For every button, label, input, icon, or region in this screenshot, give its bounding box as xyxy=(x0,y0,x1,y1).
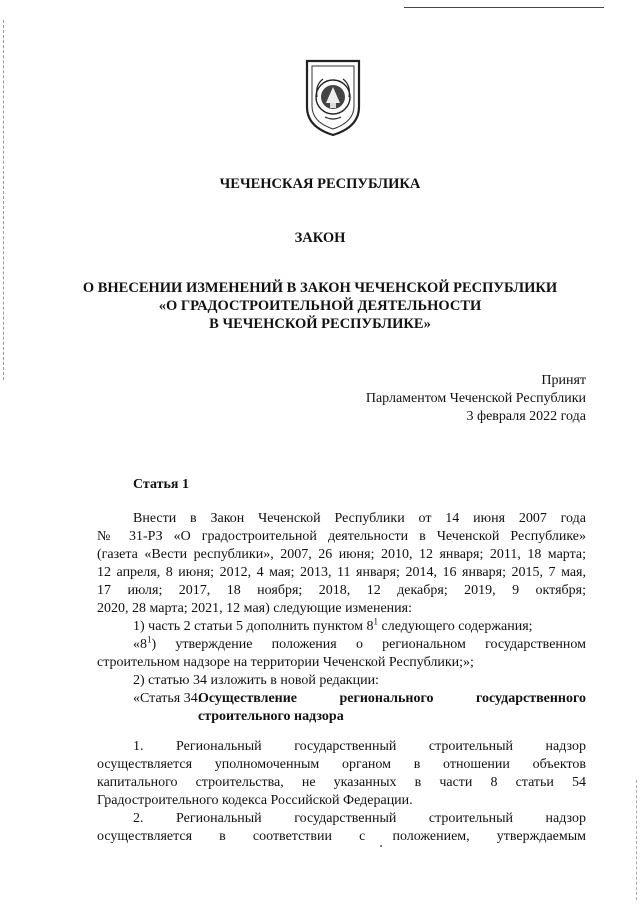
article-34-title: Осуществление регионального государственного строительного надзора xyxy=(198,691,586,724)
intro-line: 2020, 28 марта; 2021, 12 мая) следующие изменения: xyxy=(97,601,412,616)
intro-line: 12 апреля, 8 июня; 2012, 4 мая; 2013, 11 января; 2014, 16 января; 2015, 7 мая, xyxy=(97,565,586,580)
amendment-quote: «$8^1$) утверждение положения о региональном государственном xyxy=(133,634,586,652)
document-type: ЗАКОН xyxy=(294,230,346,246)
paragraph-line: осуществляется в соответствии с положением, утверждаемым xyxy=(97,829,586,844)
law-title-line: В ЧЕЧЕНСКОЙ РЕСПУБЛИКЕ» xyxy=(209,316,431,332)
amendment-quote-cont: строительном надзоре на территории Чеченской Республики;»; xyxy=(97,655,474,670)
scan-top-line xyxy=(404,7,604,8)
article-34-label: «Статья 34. xyxy=(133,691,202,706)
scan-right-edge xyxy=(636,780,637,900)
article-heading: Статья 1 xyxy=(133,477,189,492)
adoption-body: Парламентом Чеченской Республики xyxy=(365,391,586,406)
law-title-line: О ВНЕСЕНИИ ИЗМЕНЕНИЙ В ЗАКОН ЧЕЧЕНСКОЙ РЕСПУБЛИКИ xyxy=(82,280,558,296)
amendment-item-2: 2) статью 34 изложить в новой редакции: xyxy=(133,673,379,688)
intro-line: № 31-РЗ «О градостроительной деятельности в Чеченской Республике» xyxy=(97,529,586,544)
adoption-note xyxy=(366,372,586,426)
paragraph-line: 1. Региональный государственный строительный надзор xyxy=(133,739,586,754)
article-intro xyxy=(97,510,586,726)
paragraph-line: 2. Региональный государственный строительный надзор xyxy=(133,811,586,826)
law-title xyxy=(0,279,640,333)
scan-speck xyxy=(380,845,382,847)
paragraph-line: капитального строительства, не указанных в части 8 статьи 54 xyxy=(97,775,586,790)
region-heading: ЧЕЧЕНСКАЯ РЕСПУБЛИКА xyxy=(219,176,421,192)
paragraph-1 xyxy=(97,738,586,846)
intro-line: (газета «Вести республики», 2007, 26 июня; 2010, 12 января; 2011, 18 марта; xyxy=(97,547,586,562)
adoption-date: 3 февраля 2022 года xyxy=(466,409,586,424)
law-title-line: «О ГРАДОСТРОИТЕЛЬНОЙ ДЕЯТЕЛЬНОСТИ xyxy=(158,298,482,314)
intro-line: 17 июля; 2017, 18 ноября; 2018, 12 декабря; 2019, 9 октября; xyxy=(97,583,586,598)
article-34-heading xyxy=(97,690,586,726)
paragraph-line: осуществляется уполномоченным органом в отношении объектов xyxy=(97,757,586,772)
coat-of-arms-emblem xyxy=(301,57,365,137)
paragraph-line: Градостроительного кодекса Российской Федерации. xyxy=(97,793,413,808)
adoption-line: Принят xyxy=(541,373,586,388)
amendment-item-1: 1) часть 2 статьи 5 дополнить пунктом $8^1$ следующего содержания; xyxy=(133,616,533,634)
intro-line: Внести в Закон Чеченской Республики от 14 июня 2007 года xyxy=(133,511,586,526)
